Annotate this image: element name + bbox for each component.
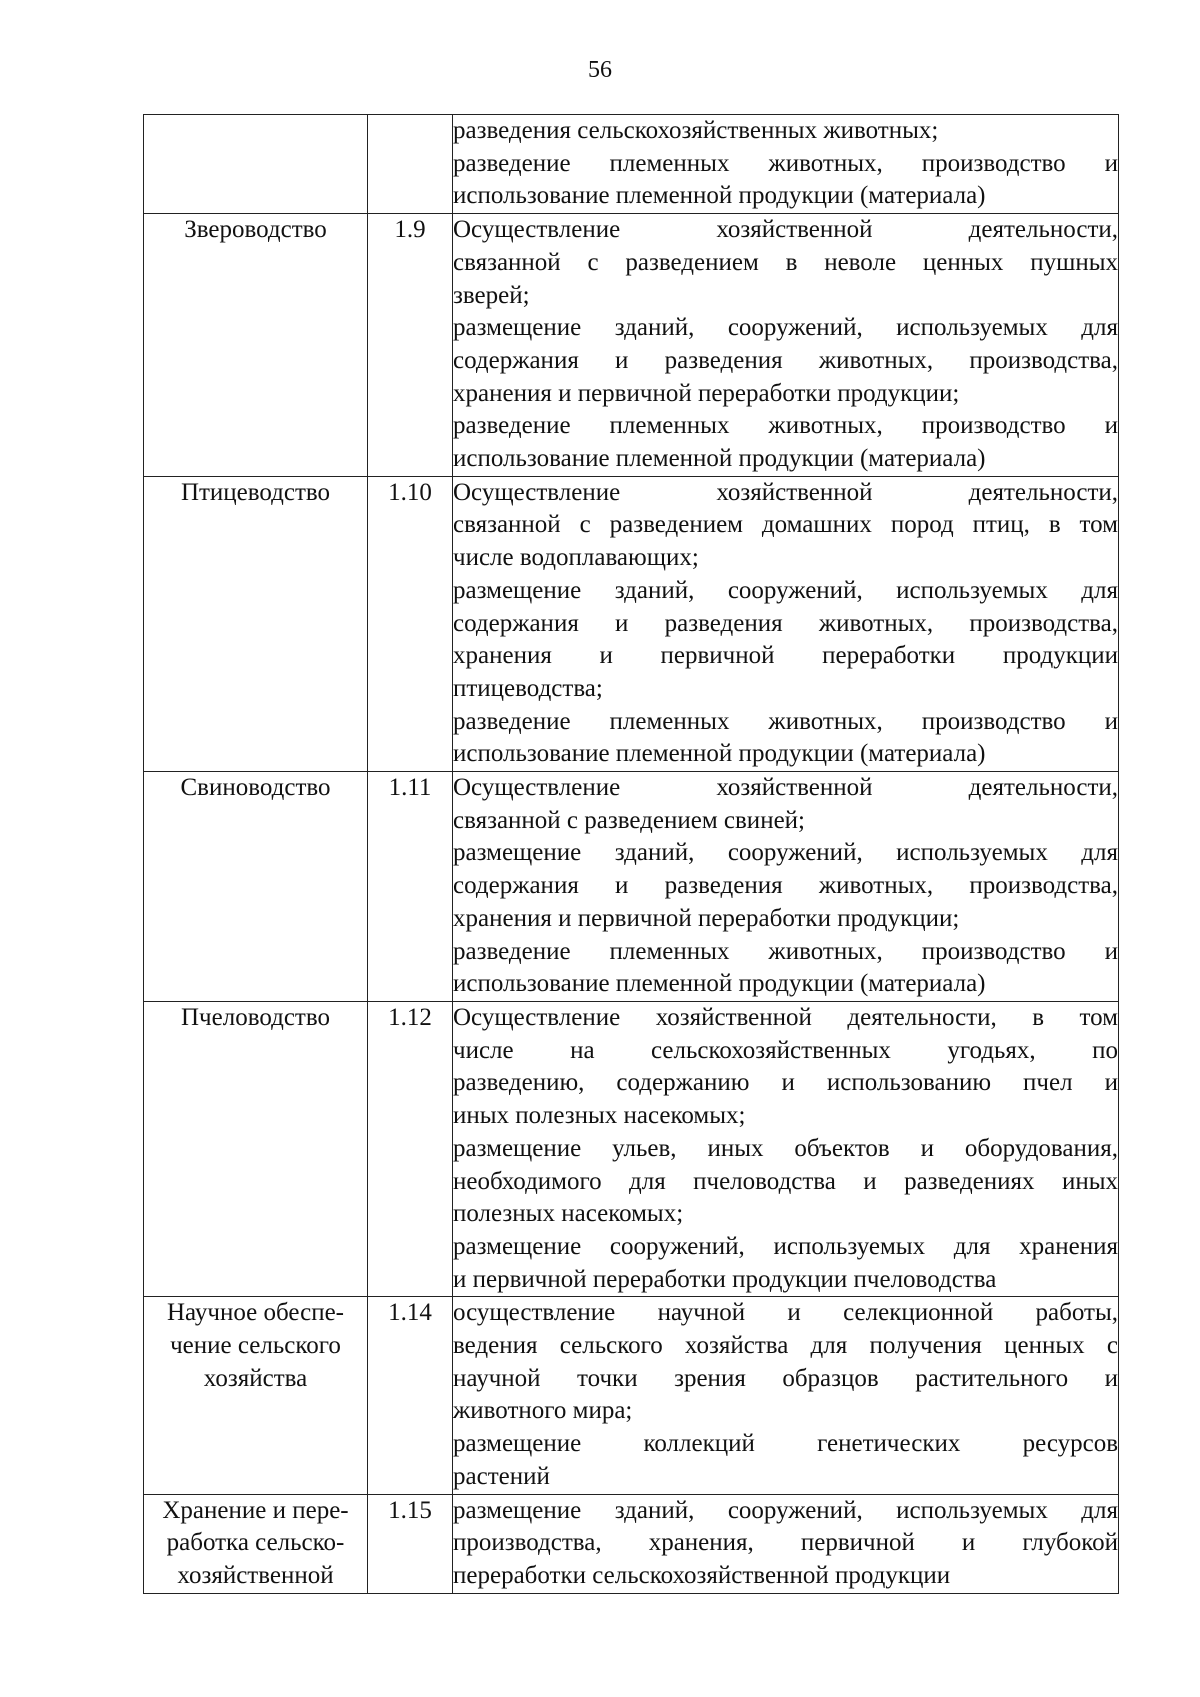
land-use-description-cell xyxy=(453,476,1119,771)
land-use-description-cell xyxy=(453,1494,1119,1593)
description-line: размещение сооружений, используемых для хранения xyxy=(453,1232,1118,1260)
description-line: использование племенной продукции (материала) xyxy=(453,445,986,473)
description-line: размещение зданий, сооружений, используемых для xyxy=(453,839,1118,867)
land-use-description-cell xyxy=(453,214,1119,477)
table-row xyxy=(144,1001,1119,1296)
land-use-name-cell xyxy=(144,476,368,771)
land-use-name-cell xyxy=(144,115,368,214)
description-line: разведение племенных животных, производство и xyxy=(453,412,1118,440)
land-use-name-line: работка сельско- xyxy=(166,1529,345,1557)
land-use-name-line: Птицеводство xyxy=(180,478,331,506)
description-line: птицеводства; xyxy=(453,674,603,702)
land-use-code-cell xyxy=(368,115,453,214)
table-body xyxy=(144,115,1119,1594)
table-row xyxy=(144,115,1119,214)
description-line: растений xyxy=(453,1462,550,1490)
description-line: размещение зданий, сооружений, используемых для xyxy=(453,314,1118,342)
description-line: Осуществление хозяйственной деятельности, в том xyxy=(453,1003,1118,1031)
land-use-description-cell xyxy=(453,1001,1119,1296)
description-line: производства, хранения, первичной и глубокой xyxy=(453,1529,1118,1557)
page-number: 56 xyxy=(588,57,612,83)
description-line: числе водоплавающих; xyxy=(453,544,699,572)
description-line: связанной с разведением в неволе ценных пушных xyxy=(453,248,1118,276)
description-line: связанной с разведением домашних пород птиц, в том xyxy=(453,511,1118,539)
description-line: необходимого для пчеловодства и разведениях иных xyxy=(453,1167,1118,1195)
description-line: использование племенной продукции (материала) xyxy=(453,740,986,768)
land-use-table xyxy=(143,114,1119,1594)
description-line: содержания и разведения животных, производства, xyxy=(453,872,1118,900)
table-row xyxy=(144,1297,1119,1494)
description-line: ведения сельского хозяйства для получения ценных с xyxy=(453,1332,1118,1360)
land-use-name-line: хозяйственной xyxy=(177,1561,334,1589)
description-line: размещение зданий, сооружений, используемых для xyxy=(453,576,1118,604)
land-use-name-cell xyxy=(144,1001,368,1296)
description-line: хранения и первичной переработки продукции; xyxy=(453,379,960,407)
description-line: связанной с разведением свиней; xyxy=(453,806,805,834)
description-line: хранения и первичной переработки продукции xyxy=(453,642,1118,670)
description-line: Осуществление хозяйственной деятельности, xyxy=(453,216,1118,244)
land-use-name-cell xyxy=(144,1297,368,1494)
description-line: полезных насекомых; xyxy=(453,1200,684,1228)
description-line: размещение зданий, сооружений, используемых для xyxy=(453,1496,1118,1524)
land-use-code-cell: 1.10 xyxy=(368,476,453,771)
description-line: переработки сельскохозяйственной продукции xyxy=(453,1561,951,1589)
description-line: размещение коллекций генетических ресурсов xyxy=(453,1430,1118,1458)
table-row xyxy=(144,1494,1119,1593)
description-line: использование племенной продукции (материала) xyxy=(453,182,986,210)
description-line: разведению, содержанию и использованию пчел и xyxy=(453,1069,1118,1097)
land-use-name-cell xyxy=(144,772,368,1002)
table-row xyxy=(144,476,1119,771)
description-line: разведение племенных животных, производство и xyxy=(453,937,1118,965)
description-line: и первичной переработки продукции пчеловодства xyxy=(453,1265,997,1293)
land-use-description-cell xyxy=(453,772,1119,1002)
table-row xyxy=(144,772,1119,1002)
land-use-code-cell: 1.11 xyxy=(368,772,453,1002)
land-use-name-line: чение сельского xyxy=(170,1332,341,1360)
description-line: размещение ульев, иных объектов и оборудования, xyxy=(453,1134,1118,1162)
land-use-name-line: Пчеловодство xyxy=(181,1003,330,1031)
land-use-name-line: Звероводство xyxy=(184,216,327,244)
land-use-name-line: Научное обеспе- xyxy=(167,1299,344,1327)
land-use-name-line: Хранение и пере- xyxy=(162,1496,349,1524)
description-line: содержания и разведения животных, производства, xyxy=(453,609,1118,637)
description-line: числе на сельскохозяйственных угодьях, по xyxy=(453,1036,1118,1064)
land-use-description-cell xyxy=(453,1297,1119,1494)
land-use-description-cell xyxy=(453,115,1119,214)
description-line: Осуществление хозяйственной деятельности, xyxy=(453,478,1118,506)
land-use-name-line: хозяйства xyxy=(203,1364,308,1392)
land-use-name-line: Свиноводство xyxy=(180,774,331,802)
description-line: содержания и разведения животных, производства, xyxy=(453,346,1118,374)
description-line: зверей; xyxy=(453,281,530,309)
land-use-code-cell: 1.12 xyxy=(368,1001,453,1296)
land-use-code-cell: 1.15 xyxy=(368,1494,453,1593)
description-line: научной точки зрения образцов растительного и xyxy=(453,1364,1118,1392)
description-line: использование племенной продукции (материала) xyxy=(453,970,986,998)
land-use-name-cell xyxy=(144,214,368,477)
description-line: иных полезных насекомых; xyxy=(453,1102,746,1130)
description-line: разведение племенных животных, производство и xyxy=(453,149,1118,177)
land-use-code-cell: 1.9 xyxy=(368,214,453,477)
land-use-name-cell xyxy=(144,1494,368,1593)
description-line: разведение племенных животных, производство и xyxy=(453,707,1118,735)
description-line: животного мира; xyxy=(453,1397,633,1425)
description-line: разведения сельскохозяйственных животных; xyxy=(453,117,939,144)
description-line: осуществление научной и селекционной работы, xyxy=(453,1299,1118,1327)
description-line: хранения и первичной переработки продукции; xyxy=(453,904,960,932)
table-row xyxy=(144,214,1119,477)
description-line: Осуществление хозяйственной деятельности, xyxy=(453,774,1118,802)
land-use-code-cell: 1.14 xyxy=(368,1297,453,1494)
